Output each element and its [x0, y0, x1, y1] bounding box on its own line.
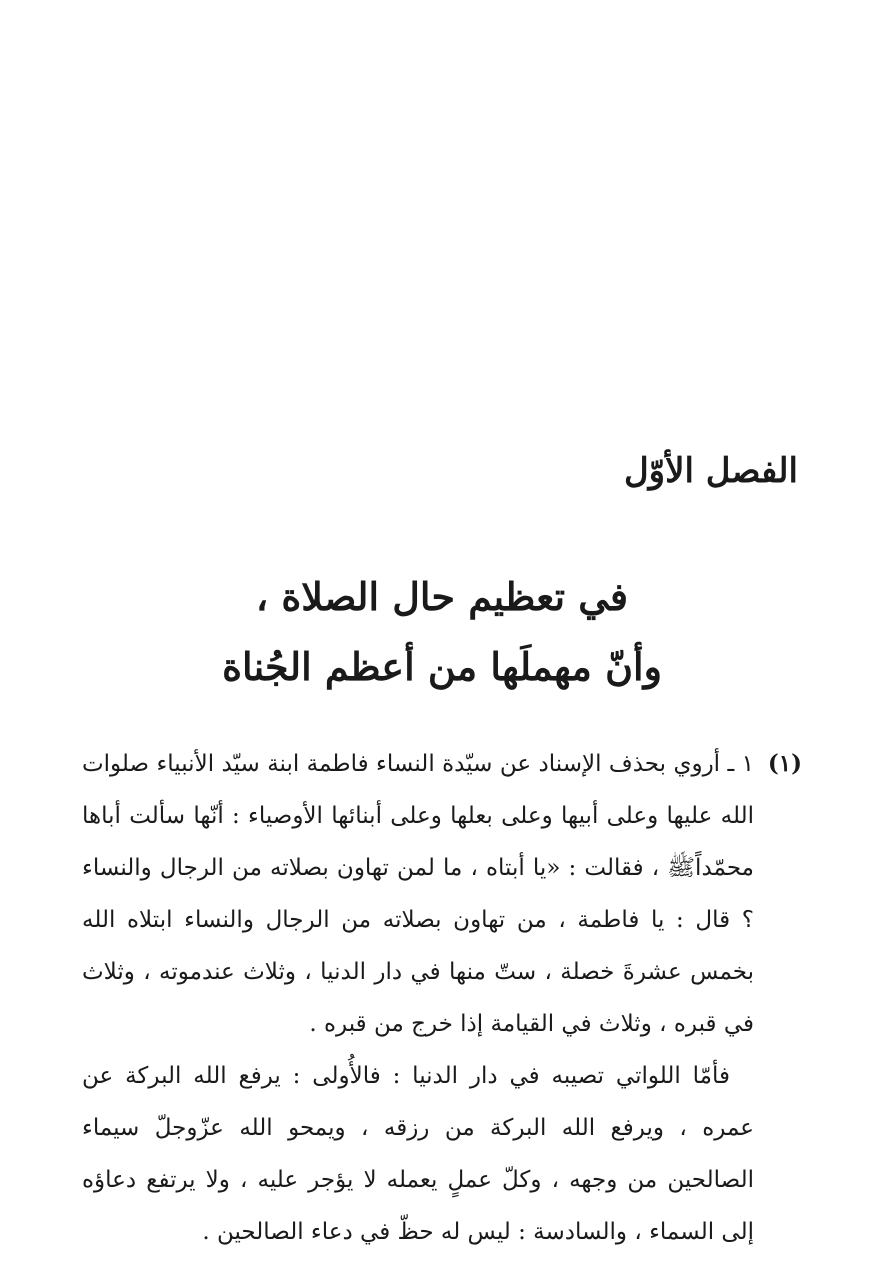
chapter-title — [0, 562, 884, 702]
paragraph-number: (١) — [767, 750, 802, 777]
body-text — [82, 738, 802, 1258]
title-line-2: وأنّ مهملَها من أعظم الجُناة — [222, 644, 662, 689]
chapter-heading: الفصل الأوّل — [623, 451, 798, 491]
paragraph-2: فأمّا اللواتي تصيبه في دار الدنيا : فالأُولى : يرفع الله البركة عن عمره ، ويرفع الله البركة من رزقه ، ويمحو الله عزّوجلّ سيماء الصالحين من وجهه ، وكلّ عملٍ يعمله لا يؤجر عليه ، ولا يرتفع دعاؤه إلى السماء ، والسادسة : ليس له حظّ في دعاء الصالحين . — [82, 1063, 754, 1245]
paragraph-1: ١ ـ أروي بحذف الإسناد عن سيّدة النساء فاطمة ابنة سيّد الأنبياء صلوات الله عليها وعلى أبيها وعلى بعلها وعلى أبنائها الأوصياء : أنّها سألت أباها محمّداًﷺ ، فقالت : «يا أبتاه ، ما لمن تهاون بصلاته من الرجال والنساء ؟ قال : يا فاطمة ، من تهاون بصلاته من الرجال والنساء ابتلاه الله بخمس عشرةَ خصلة ، ستّ منها في دار الدنيا ، وثلاث عندموته ، وثلاث في قبره ، وثلاث في القيامة إذا خرج من قبره . — [82, 751, 755, 1037]
title-line-1: في تعظيم حال الصلاة ، — [255, 574, 629, 619]
